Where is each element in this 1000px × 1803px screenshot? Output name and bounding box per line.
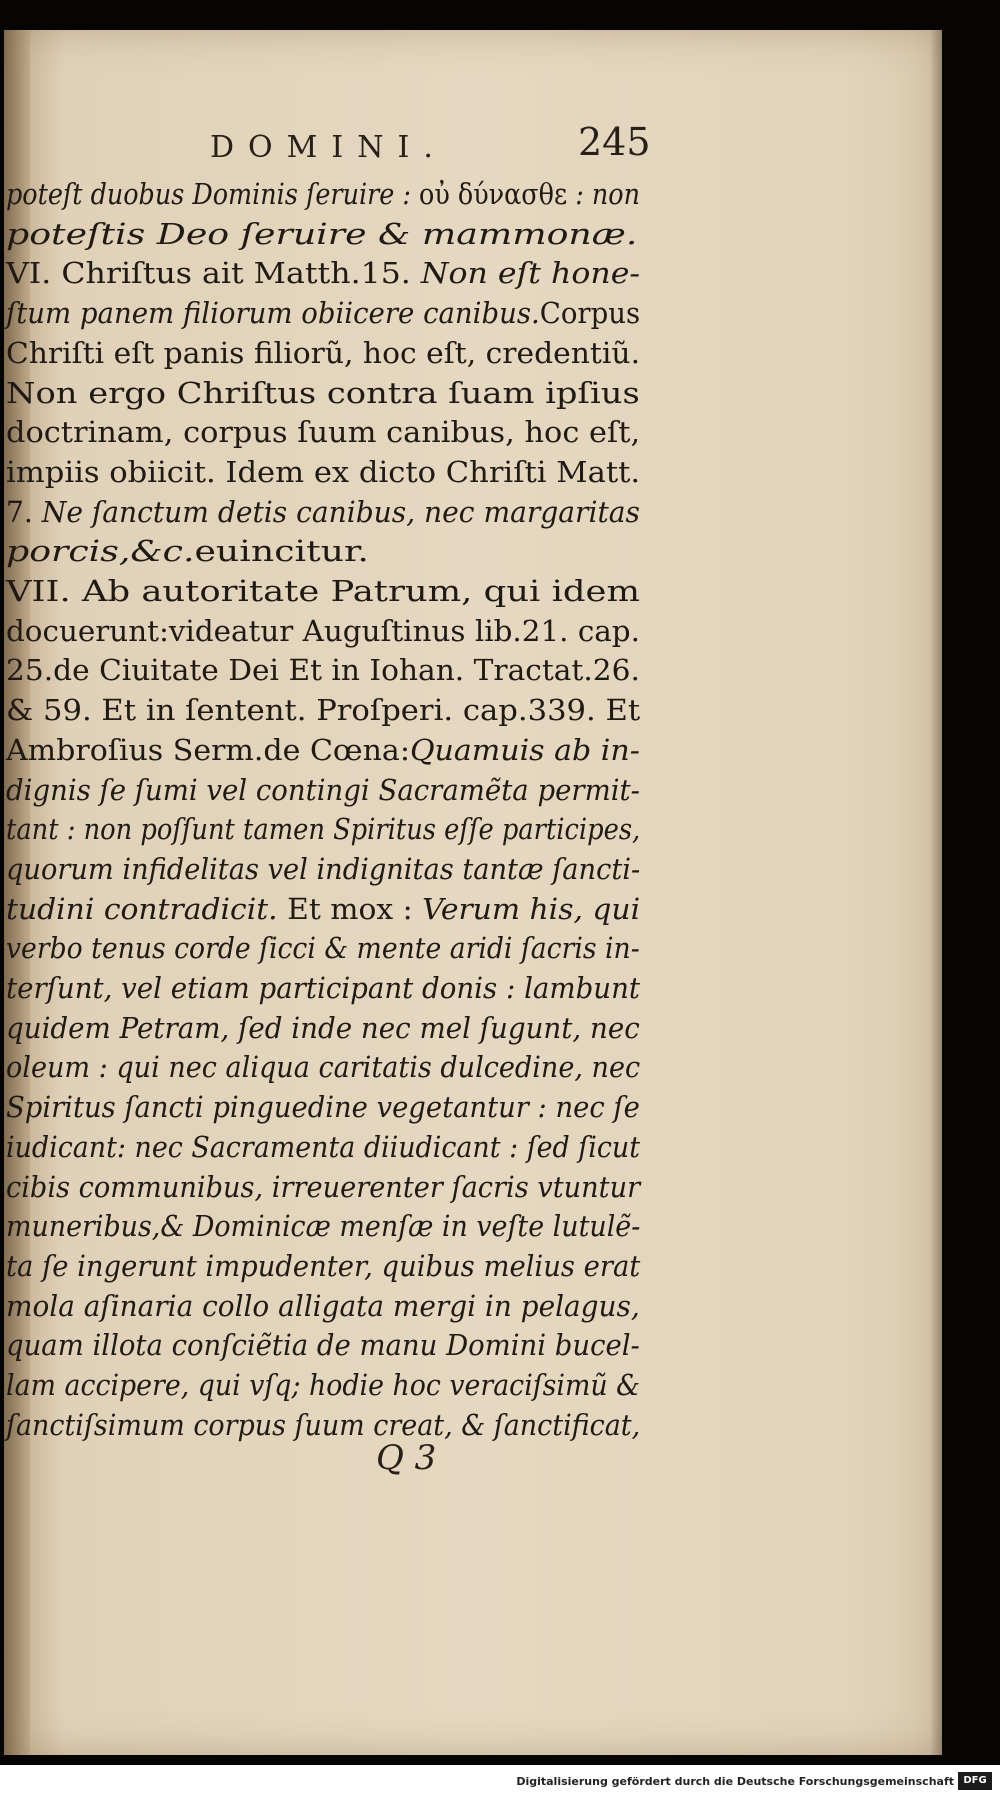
text-line [6,531,801,571]
text-line [6,770,640,810]
roman-text: doctrinam, corpus ſuum canibus, hoc eſt, [6,415,641,450]
text-line [6,1405,641,1445]
text-line [6,492,640,532]
italic-text: Spiritus ſancti pinguedine vegetantur : nec ſe [6,1090,640,1125]
italic-text: Verum his, qui [422,891,641,926]
italic-text: lam accipere, qui vſq; hodie hoc veraciſsimũ & [6,1368,641,1402]
italic-text: dignis ſe ſumi vel contingi Sacramẽta permit- [6,772,640,807]
page-number: 245 [578,120,651,164]
italic-text: poteſtis Deo ſeruire & mammonæ. [6,216,638,251]
text-line [6,1167,641,1207]
italic-text: muneribus,& Dominicæ menſæ in veſte lutulẽ- [6,1209,641,1244]
text-line [6,174,640,214]
dfg-credit: Digitalisierung gefördert durch die Deutsche Forschungsgemeinschaft [516,1775,954,1788]
digitization-footer [0,1765,1000,1803]
italic-text: iudicant: nec Sacramenta diiudicant : ſed ſicut [6,1129,641,1164]
italic-text: Quamuis ab in- [409,732,640,767]
text-line [6,1246,641,1286]
book-page [4,30,942,1755]
text-line [6,373,745,413]
italic-text: ſanctiſsimum corpus ſuum creat, & ſanctificat, [6,1407,641,1442]
italic-text: ta ſe ingerunt impudenter, quibus melius erat [6,1248,641,1283]
text-line [6,214,801,254]
roman-text: VI. Chriſtus ait Matth.15. [6,256,421,291]
text-line [6,1047,641,1087]
running-head: DOMINI. [210,130,447,165]
text-line [6,1325,640,1365]
page-header [4,102,942,165]
italic-text: cibis communibus, irreuerenter ſacris vtuntur [6,1169,641,1204]
italic-text: tudini contradicit. [6,891,278,926]
italic-text: ſtum panem filiorum obiicere canibus. [6,296,540,331]
text-line [6,730,664,770]
text-line [6,1127,641,1167]
italic-text: : non [567,177,640,211]
text-line [6,333,659,373]
italic-text: oleum : qui nec aliqua caritatis dulcedine, nec [6,1050,641,1085]
roman-text: Et mox : [277,891,423,926]
text-line [6,889,659,929]
text-line [6,928,640,968]
page-edge-shadow [930,30,942,1755]
italic-text: Non eſt hone- [420,256,641,291]
roman-text: impiis obiicit. Idem ex dicto Chriſti Matt. [6,454,641,489]
text-line [6,1087,640,1127]
text-line [6,968,640,1008]
text-line [6,293,641,333]
italic-text: quorum infidelitas vel indignitas tantæ ſancti- [6,851,641,886]
roman-text: euincitur. [194,534,369,569]
roman-text: 7. [6,494,42,529]
text-line [6,1286,640,1326]
text-line [6,611,650,651]
text-line [6,849,641,889]
roman-text: Non ergo Chriſtus contra ſuam ipſius [6,375,640,410]
roman-text: Corpus [539,296,641,331]
text-line [6,1206,641,1246]
roman-text: 25.de Ciuitate Dei Et in Iohan. Tractat.26. [6,653,640,688]
italic-text: tant : non poſſunt tamen Spiritus eſſe participes, [6,812,641,847]
dfg-logo: DFG [958,1772,992,1790]
italic-text: quidem Petram, ſed inde nec mel ſugunt, nec [6,1010,640,1045]
italic-text: porcis,&c. [6,534,195,569]
text-line [6,452,676,492]
italic-text: poteſt duobus Dominis ſeruire : [6,177,420,211]
italic-text: Ne ſanctum detis canibus, nec margaritas [41,494,640,529]
text-line [6,690,678,730]
text-line [6,1365,641,1405]
text-line [6,809,641,849]
roman-text: VII. Ab autoritate Patrum, qui idem [6,574,640,608]
roman-text: Chriſti eſt panis filiorũ, hoc eſt, credentiũ. [6,335,641,370]
text-line [6,412,673,452]
roman-text: docuerunt:videatur Auguſtinus lib.21. cap. [6,613,640,648]
italic-text: terſunt, vel etiam participant donis : lambunt [6,971,640,1005]
text-line [6,253,699,293]
text-line [6,1008,640,1048]
roman-text: & 59. Et in ſentent. Proſperi. cap.339. Et [6,693,641,728]
italic-text: quam illota conſciẽtia de manu Domini bucel- [6,1328,640,1363]
italic-text: mola aſinaria collo alligata mergi in pelagus, [6,1288,640,1323]
signature-mark: Q 3 [376,1438,437,1478]
text-line [6,650,656,690]
italic-text: verbo tenus corde ſicci & mente aridi ſacris in- [6,931,640,966]
text-line [6,571,781,611]
roman-text: οὐ δύνασθε [419,177,568,211]
roman-text: Ambroſius Serm.de Cœna: [6,732,410,767]
